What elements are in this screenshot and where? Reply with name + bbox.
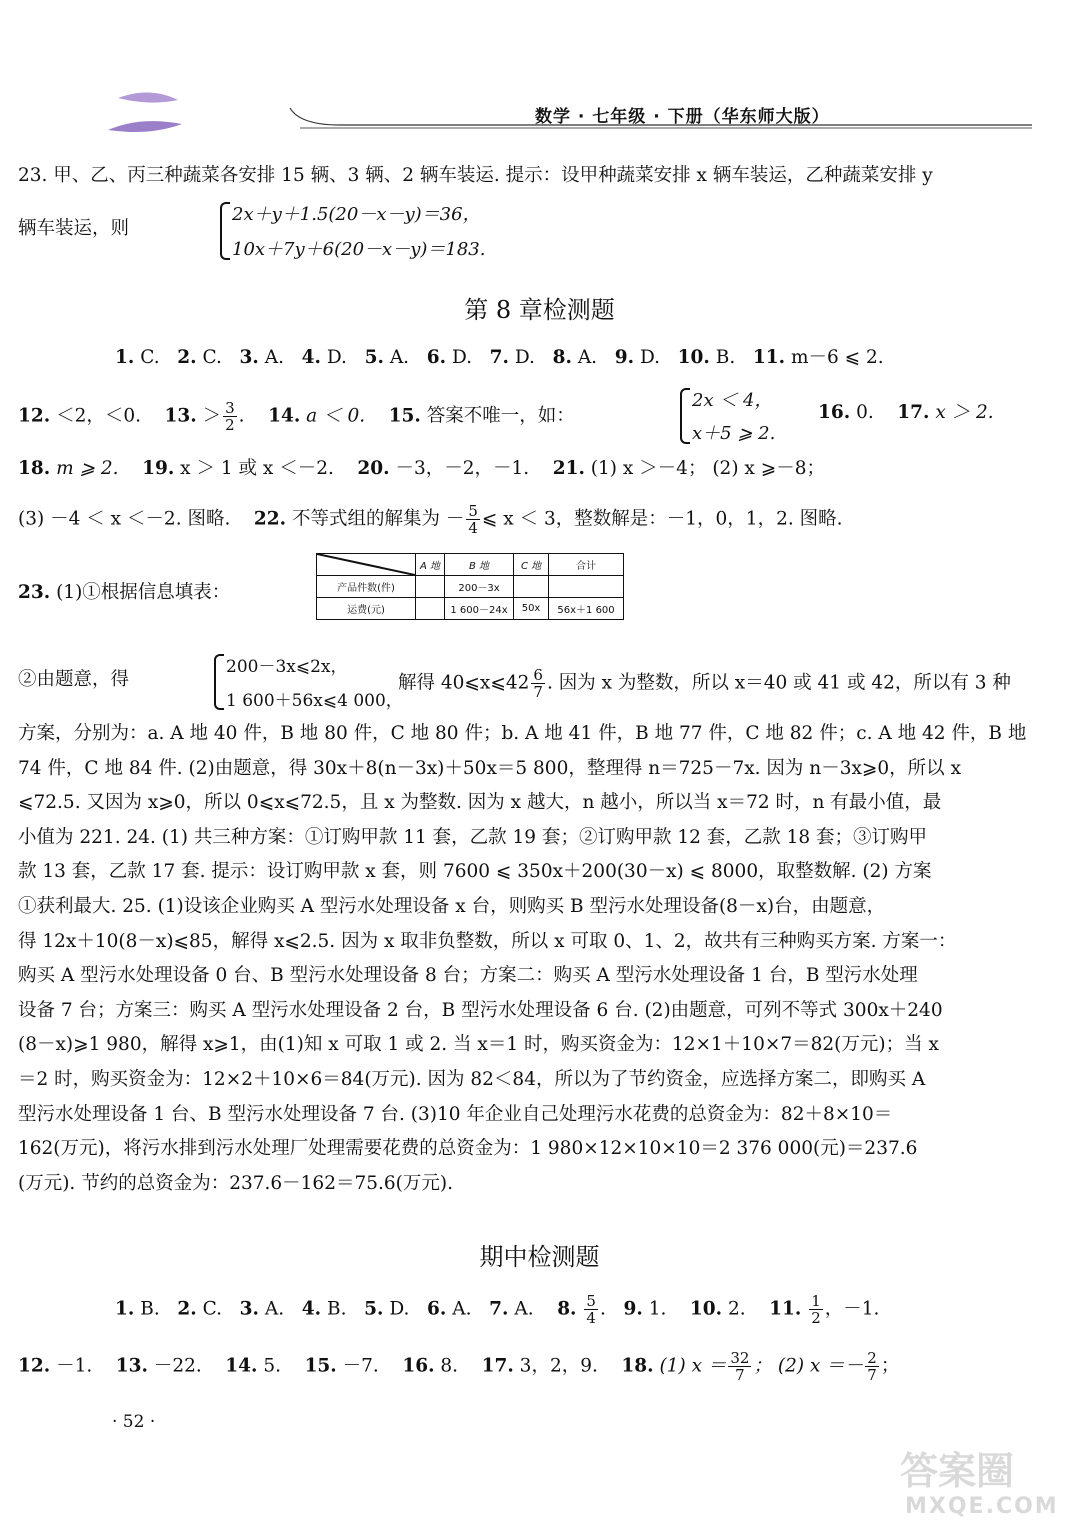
paragraph-line: (8－x)⩾1 980，解得 x⩾1，由(1)知 x 可取 1 或 2. 当 x＝1 时，购买资金为：12×1＋10×7＝82(万元)；当 x bbox=[18, 1034, 939, 1056]
mid-q17-answer: 3，2，9. bbox=[519, 1355, 598, 1377]
mid-q14-number: 14. bbox=[225, 1355, 258, 1377]
mid-q15-answer: －7. bbox=[342, 1355, 379, 1377]
paragraph-line: 购买 A 型污水处理设备 0 台、B 型污水处理设备 8 台；方案二：购买 A 型污水处理设备 1 台，B 型污水处理 bbox=[18, 965, 918, 987]
ch8-answers-row4 bbox=[18, 503, 1039, 536]
mid-q18-1-num: 32 bbox=[730, 1349, 750, 1367]
watermark-logo: 答案圈 bbox=[900, 1449, 1015, 1493]
q19-number: 19. bbox=[142, 458, 175, 479]
header-title: 数学 · 七年级 · 下册（华东师大版） bbox=[535, 107, 830, 127]
paragraph-line: (万元). 节约的总资金为：237.6－162＝75.6(万元). bbox=[18, 1172, 453, 1194]
mid-q11-den: 2 bbox=[811, 1309, 821, 1327]
ch8-answer-number: 7. bbox=[489, 347, 509, 368]
mid-q16-number: 16. bbox=[402, 1355, 435, 1377]
prev-q23-eq1: 2x＋y＋1.5(20－x－y)＝36， bbox=[232, 204, 481, 225]
table-header-c: C 地 bbox=[514, 554, 549, 576]
mid-q10-number: 10. bbox=[689, 1298, 723, 1320]
q23-brace bbox=[214, 654, 224, 710]
q18-number: 18. bbox=[18, 458, 51, 479]
q13-suffix: . bbox=[238, 405, 245, 427]
mid-q17-number: 17. bbox=[481, 1355, 514, 1377]
ch8-answer-number: 8. bbox=[552, 347, 572, 368]
q21-answer: (1) x ＞－4； (2) x ⩾－8； bbox=[590, 458, 826, 479]
purple-leaf-shape bbox=[118, 92, 178, 102]
q22-num: 5 bbox=[468, 502, 478, 520]
ch8-answer-answer: A. bbox=[264, 347, 284, 368]
q20-answer: －3，－2，－1. bbox=[395, 458, 530, 479]
ch8-answer-answer: C. bbox=[140, 347, 160, 368]
q23-frac-num: 6 bbox=[533, 666, 543, 684]
paragraph-line: 小值为 221. 24. (1) 共三种方案：①订购甲款 11 套，乙款 19 套；②订购甲款 12 套，乙款 18 套；③订购甲 bbox=[18, 826, 928, 848]
page-number: · 52 · bbox=[112, 1412, 156, 1432]
q16-q17 bbox=[818, 400, 1039, 426]
q23-fraction bbox=[531, 667, 545, 700]
table-cell: 产品件数(件) bbox=[317, 576, 416, 598]
mid-q9-number: 9. bbox=[623, 1298, 643, 1320]
mid-answer-answer: A. bbox=[452, 1298, 472, 1320]
table-cell: 50x bbox=[514, 598, 549, 620]
table-cell bbox=[416, 576, 445, 598]
table-header-a: A 地 bbox=[416, 554, 445, 576]
ch8-answer-number: 2. bbox=[177, 347, 197, 368]
mid-q18-part2-suffix: ； bbox=[880, 1355, 900, 1377]
q13-number: 13. bbox=[164, 405, 197, 427]
q12-answer: ＜2，＜0. bbox=[56, 405, 141, 427]
q23-table bbox=[316, 553, 624, 620]
mid-q13-number: 13. bbox=[115, 1355, 148, 1377]
mid-q14-answer: 5. bbox=[263, 1355, 282, 1377]
mid-q18-part1-prefix: (1) x ＝ bbox=[659, 1355, 727, 1377]
q12-number: 12. bbox=[18, 405, 51, 427]
watermark-url: MXQE.COM bbox=[905, 1494, 1059, 1519]
prev-q23-prefix: 辆车装运，则 bbox=[18, 218, 130, 239]
section-title-ch8: 第 8 章检测题 bbox=[464, 296, 615, 324]
q22-prefix: 不等式组的解集为 － bbox=[291, 508, 465, 530]
mid-answer-number: 6. bbox=[427, 1298, 447, 1320]
mid-q10-answer: 2. bbox=[727, 1298, 746, 1320]
mid-q18-part2-prefix: ； (2) x ＝－ bbox=[753, 1355, 864, 1377]
ch8-answers-row3 bbox=[18, 456, 1039, 482]
mid-q9-answer: 1. bbox=[648, 1298, 667, 1320]
ch8-answer-answer: D. bbox=[639, 347, 660, 368]
q20-number: 20. bbox=[357, 458, 390, 479]
mid-q8-fraction bbox=[584, 1293, 598, 1326]
prev-q23-eq2: 10x＋7y＋6(20－x－y)＝183. bbox=[232, 239, 486, 260]
mid-q12-answer: －1. bbox=[56, 1355, 93, 1377]
q15-ineq2: x＋5 ⩾ 2. bbox=[692, 423, 776, 444]
q15-brace bbox=[680, 388, 690, 444]
q22-suffix: ⩽ x ＜ 3，整数解是：－1，0，1，2. 图略. bbox=[481, 508, 843, 530]
table-cell: 200－3x bbox=[445, 576, 514, 598]
table-header-total: 合计 bbox=[549, 554, 624, 576]
table-cell: 56x＋1 600 bbox=[549, 598, 624, 620]
q16-number: 16. bbox=[818, 402, 851, 423]
mid-q11-num: 1 bbox=[811, 1292, 821, 1310]
paragraph-line: 方案，分别为：a. A 地 40 件，B 地 80 件，C 地 80 件；b. A 地 41 件，B 地 77 件，C 地 82 件；c. A 地 42 件，B 地 bbox=[18, 723, 1027, 744]
q23-sys2: 1 600＋56x⩽4 000， bbox=[226, 691, 403, 711]
ch8-answers-row1 bbox=[115, 345, 1039, 371]
q19-answer: x ＞ 1 或 x ＜－2. bbox=[180, 458, 334, 479]
table-header-b: B 地 bbox=[445, 554, 514, 576]
mid-q12-number: 12. bbox=[18, 1355, 51, 1377]
ch8-answer-number: 10. bbox=[677, 347, 710, 368]
prev-q23-brace bbox=[220, 202, 230, 260]
ch8-answer-answer: D. bbox=[451, 347, 472, 368]
ch8-answer-answer: A. bbox=[389, 347, 410, 368]
mid-q18-2-num: 2 bbox=[867, 1349, 877, 1367]
ch8-answer-number: 11. bbox=[752, 347, 786, 368]
section-title-midterm: 期中检测题 bbox=[479, 1243, 600, 1271]
mid-q16-answer: 8. bbox=[440, 1355, 459, 1377]
ch8-answer-number: 1. bbox=[115, 347, 135, 368]
mid-q13-answer: －22. bbox=[153, 1355, 202, 1377]
mid-q11-number: 11. bbox=[769, 1298, 802, 1320]
mid-q18-part1-fraction bbox=[728, 1350, 751, 1383]
q21-part3: (3) －4 ＜ x ＜－2. 图略. bbox=[18, 508, 231, 530]
paragraph-line: 得 12x＋10(8－x)⩽85，解得 x⩽2.5. 因为 x 取非负整数，所以 x 可取 0、1、2，故共有三种购买方案. 方案一： bbox=[18, 930, 957, 952]
mid-q11-suffix: ，－1. bbox=[824, 1298, 880, 1320]
prev-q23-line2 bbox=[18, 216, 1039, 242]
q13-den: 2 bbox=[225, 416, 235, 434]
q23-number: 23. bbox=[18, 582, 51, 603]
mid-q18-number: 18. bbox=[621, 1355, 654, 1377]
q14-number: 14. bbox=[268, 405, 301, 427]
mid-answer-answer: C. bbox=[202, 1298, 222, 1320]
mid-answer-number: 3. bbox=[239, 1298, 259, 1320]
q18-answer: m ⩾ 2. bbox=[56, 458, 119, 479]
ch8-answer-answer: C. bbox=[202, 347, 222, 368]
mid-answer-number: 2. bbox=[177, 1298, 197, 1320]
q23-label: (1)①根据信息填表： bbox=[56, 582, 231, 603]
q23-part2-prefix: ②由题意，得 bbox=[18, 669, 130, 690]
mid-answer-answer: A. bbox=[514, 1298, 534, 1320]
q17-answer: x ＞ 2. bbox=[935, 402, 994, 423]
table-cell bbox=[549, 576, 624, 598]
paragraph-line: 款 13 套，乙款 17 套. 提示：设订购甲款 x 套，则 7600 ⩽ 350x＋200(30－x) ⩽ 8000，取整数解. (2) 方案 bbox=[18, 861, 932, 883]
mid-answer-number: 7. bbox=[489, 1298, 509, 1320]
q13-prefix: ＞ bbox=[202, 405, 222, 427]
ch8-answer-number: 9. bbox=[614, 347, 635, 368]
q23-solution-mid: 解得 40⩽x⩽42 bbox=[398, 672, 530, 694]
table-cell bbox=[416, 598, 445, 620]
mid-answer-number: 5. bbox=[364, 1298, 384, 1320]
table-cell bbox=[514, 576, 549, 598]
q13-fraction bbox=[223, 400, 237, 433]
q23-frac-den: 7 bbox=[533, 683, 543, 701]
paragraph-line: 设备 7 台；方案三：购买 A 型污水处理设备 2 台，B 型污水处理设备 6 台. (2)由题意，可列不等式 300x＋240 bbox=[18, 999, 943, 1021]
ch8-answer-number: 5. bbox=[364, 347, 384, 368]
table-cell: 运费(元) bbox=[317, 598, 416, 620]
mid-answer-number: 1. bbox=[115, 1298, 135, 1320]
ch8-answer-number: 4. bbox=[301, 347, 321, 368]
q14-answer: a ＜ 0. bbox=[306, 405, 366, 427]
ch8-answer-number: 6. bbox=[426, 347, 447, 368]
paragraph-line: 74 件，C 地 84 件. (2)由题意，得 30x＋8(n－3x)＋50x＝5 800，整理得 n＝725－7x. 因为 n－3x⩾0，所以 x bbox=[18, 757, 961, 779]
q17-number: 17. bbox=[897, 402, 930, 423]
q13-num: 3 bbox=[225, 399, 235, 417]
mid-q8-number: 8. bbox=[557, 1298, 577, 1320]
q15-ineq1: 2x ＜ 4， bbox=[692, 390, 773, 411]
mid-answer-answer: B. bbox=[326, 1298, 347, 1320]
q23-solution-suffix: . 因为 x 为整数，所以 x＝40 或 41 或 42，所以有 3 种 bbox=[546, 672, 1011, 694]
ch8-answer-answer: D. bbox=[326, 347, 347, 368]
paragraph-line: ＝2 时，购买资金为：12×2＋10×6＝84(万元). 因为 82＜84，所以为了节约资金，应选择方案二，即购买 A bbox=[18, 1069, 926, 1090]
q22-number: 22. bbox=[253, 508, 287, 530]
q21-number: 21. bbox=[552, 458, 585, 479]
q22-fraction bbox=[466, 503, 480, 536]
mid-answer-answer: A. bbox=[264, 1298, 285, 1320]
midterm-answers-row2 bbox=[18, 1350, 1039, 1383]
mid-q18-2-den: 7 bbox=[867, 1366, 877, 1384]
mid-q11-fraction bbox=[809, 1293, 823, 1326]
mid-answer-number: 4. bbox=[301, 1298, 322, 1320]
q22-den: 4 bbox=[468, 519, 478, 537]
paragraph-line: ⩽72.5. 又因为 x⩾0，所以 0⩽x⩽72.5，且 x 为整数. 因为 x 越大，n 越小，所以当 x＝72 时，n 有最小值，最 bbox=[18, 792, 942, 814]
mid-q15-number: 15. bbox=[304, 1355, 337, 1377]
table-corner-cell bbox=[317, 554, 416, 576]
ch8-answer-answer: m－6 ⩽ 2. bbox=[790, 347, 884, 368]
q23-solution-line bbox=[398, 667, 1039, 700]
mid-q18-part2-fraction bbox=[865, 1350, 879, 1383]
table-cell: 1 600－24x bbox=[445, 598, 514, 620]
ch8-answer-number: 3. bbox=[239, 347, 259, 368]
purple-swoosh-shape bbox=[108, 121, 182, 132]
paragraph-line: 162(万元)，将污水排到污水处理厂处理需要花费的总资金为：1 980×12×10×10＝2 376 000(元)＝237.6 bbox=[18, 1138, 918, 1160]
q15-answer: 答案不唯一，如： bbox=[426, 405, 575, 427]
ch8-answer-answer: D. bbox=[514, 347, 535, 368]
mid-answer-answer: D. bbox=[389, 1298, 410, 1320]
mid-q8-den: 4 bbox=[586, 1309, 596, 1327]
prev-q23-line1 bbox=[18, 163, 1039, 189]
table-row bbox=[317, 576, 624, 598]
ch8-answer-answer: B. bbox=[715, 347, 736, 368]
mid-q18-1-den: 7 bbox=[735, 1366, 745, 1384]
table-row bbox=[317, 598, 624, 620]
q15-number: 15. bbox=[388, 405, 421, 427]
paragraph-line: 型污水处理设备 1 台、B 型污水处理设备 7 台. (3)10 年企业自己处理污水花费的总资金为：82＋8×10＝ bbox=[18, 1103, 893, 1125]
q23-sys1: 200－3x⩽2x， bbox=[226, 657, 348, 677]
mid-answer-answer: B. bbox=[140, 1298, 160, 1320]
prev-q23-text: 23. 甲、乙、丙三种蔬菜各安排 15 辆、3 辆、2 辆车装运. 提示：设甲种蔬菜安排 x 辆车装运，乙种蔬菜安排 y bbox=[18, 165, 933, 186]
paragraph-line: ①获利最大. 25. (1)设该企业购买 A 型污水处理设备 x 台，则购买 B 型污水处理设备(8－x)台，由题意， bbox=[18, 896, 886, 917]
ch8-answer-answer: A. bbox=[577, 347, 598, 368]
q16-answer: 0. bbox=[856, 402, 874, 423]
table-header-row bbox=[317, 554, 624, 576]
mid-q8-num: 5 bbox=[586, 1292, 596, 1310]
midterm-answers-row1: 1. B. 2. C. 3. A. 4. B. 5. D. 6. A. 7. A. 8. $\frac{5}{4}$ . 9. 1. 10. 2. 11. $\frac{1}{2}$ ，－1. bbox=[115, 1292, 880, 1327]
